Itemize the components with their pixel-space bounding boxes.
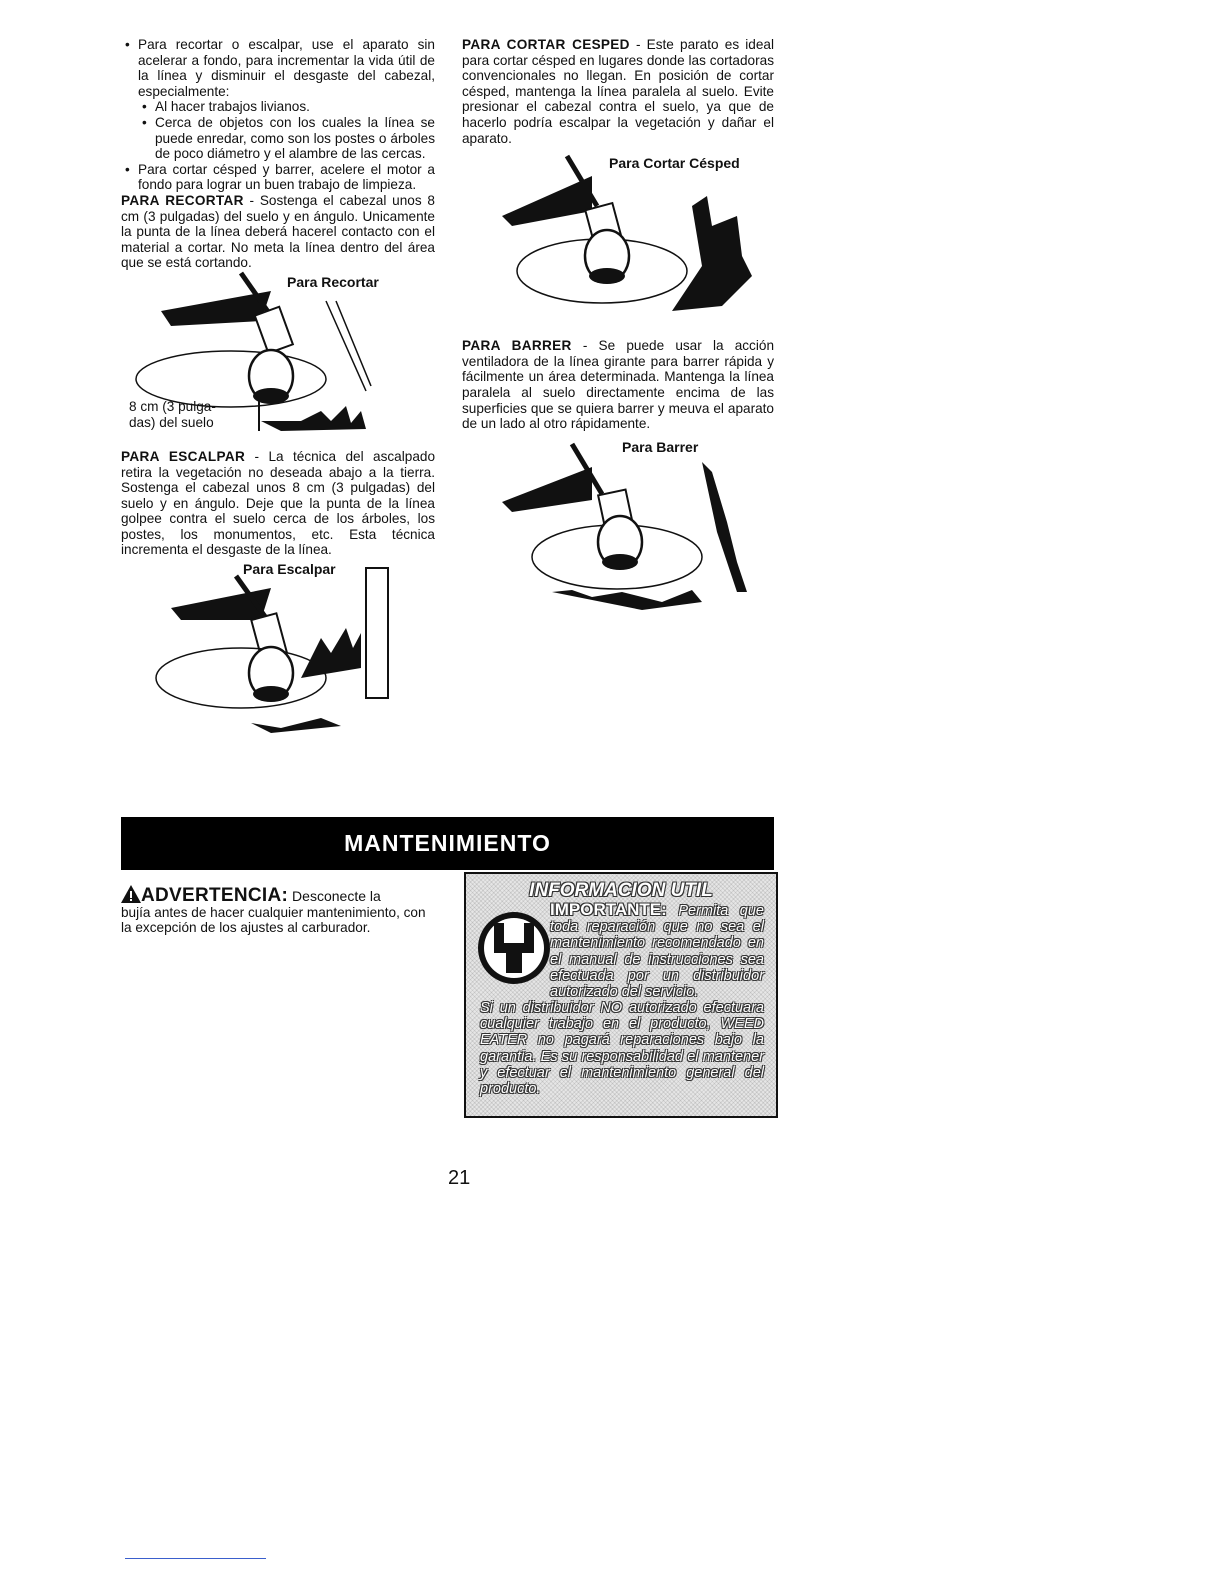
barrer-text: - Se puede usar la acción ventiladora de la línea girante para barrer rápida y fácilmente un área determinada. Mantenga la línea paralela al suelo directamente encima de las superficies que se quiera barrer y meuva el aparato de un lado al otro rápidamente. xyxy=(462,338,774,432)
list-item: • Al hacer trabajos livianos. xyxy=(138,99,435,115)
list-item: • Para recortar o escalpar, use el aparato sin acelerar a fondo, para incrementar la vida útil de la línea y disminuir el desgaste del cabezal, especialmente: xyxy=(121,37,435,99)
cortar-paragraph xyxy=(462,37,774,146)
bullet-list xyxy=(121,37,435,99)
escalpar-text: - La técnica del ascalpado retira la vegetación no deseada abajo a la tierra. Sostenga el cabezal unos 8 cm (3 pulgadas) del suelo y en ángulo. Deje que la punta de la línea golpee contra el suelo cerca de los árboles, los postes, los monumentos, etc. Esta técnica incrementa el desgaste de la línea. xyxy=(121,448,436,558)
list-item: • Cerca de objetos con los cuales la línea se puede enredar, como son los postes o árboles de poco diámetro y el alambre de las cercas. xyxy=(138,115,435,162)
escalpar-paragraph xyxy=(121,449,435,558)
warning-text: bujía antes de hacer cualquier mantenimiento, con la excepción de los ajustes al carburador. xyxy=(121,904,426,936)
right-column xyxy=(462,37,774,622)
height-label: 8 cm (3 pulga- xyxy=(129,398,216,414)
recortar-figure xyxy=(121,271,435,449)
info-text xyxy=(550,902,764,1000)
info-title: INFORMACION UTIL xyxy=(529,880,713,901)
barrer-paragraph xyxy=(462,338,774,432)
cortar-figure xyxy=(462,146,774,338)
wrench-icon xyxy=(474,908,554,988)
warning-triangle-icon xyxy=(121,885,141,903)
figure-label: Para Cortar Césped xyxy=(609,155,740,172)
list-item: • Para cortar césped y barrer, acelere el motor a fondo para lograr un buen trabajo de limpieza. xyxy=(121,162,435,193)
figure-label: Para Escalpar xyxy=(243,561,336,578)
escalpar-figure xyxy=(121,558,435,743)
info-box xyxy=(464,872,778,1118)
barrer-heading: PARA BARRER xyxy=(462,338,572,354)
recortar-heading: PARA RECORTAR xyxy=(121,192,244,208)
recortar-paragraph xyxy=(121,193,435,271)
warning-title-rest: Desconecte la xyxy=(288,888,381,904)
sub-bullet-list xyxy=(121,99,435,161)
bullet-list xyxy=(121,162,435,193)
info-body: Permita que toda reparación que no sea el mantenimiento recomendado en el manual de instrucciones sea efectuada por un distribuidor autorizado del servicio. xyxy=(550,903,764,1001)
figure-label: Para Recortar xyxy=(287,273,379,290)
trimmer-illustration-icon xyxy=(462,146,774,338)
page-number: 21 xyxy=(448,1167,471,1189)
figure-label: Para Barrer xyxy=(622,438,699,455)
trimmer-illustration-icon xyxy=(121,558,435,743)
warning-title: ADVERTENCIA: xyxy=(141,885,289,906)
height-label: das) del suelo xyxy=(129,414,214,430)
cortar-text: - Este parato es ideal para cortar césped en lugares donde las cortadoras convencionales no llegan. En posición de cortar césped, mantenga la línea paralela al suelo. Evite presionar el cabezal contra el suelo, ya que de hacerlo podría escalpar la vegetación y dañar el aparato. xyxy=(462,37,775,146)
section-banner: MANTENIMIENTO xyxy=(121,817,774,870)
trimmer-illustration-icon xyxy=(462,432,774,622)
escalpar-heading: PARA ESCALPAR xyxy=(121,448,246,464)
barrer-figure xyxy=(462,432,774,622)
warning-block xyxy=(121,885,435,936)
cortar-heading: PARA CORTAR CESPED xyxy=(462,37,630,52)
left-column xyxy=(121,37,435,743)
info-important: IMPORTANTE: xyxy=(550,900,667,919)
footer-line xyxy=(125,1558,266,1559)
info-bottom-text: Si un distribuidor NO autorizado efectuara cualquier trabajo en el producto, WEED EATER no pagará reparaciones bajo la garantia. Es su responsabilidad el mantener y efectuar el mantenimiento general del producto. xyxy=(480,1000,764,1098)
recortar-text: - Sostenga el cabezal unos 8 cm (3 pulgadas) del suelo y en ángulo. Unicamente la punta de la línea deberá hacerel contacto con el material a cortar. No meta la línea dentro del área que se está cortando. xyxy=(121,192,435,271)
